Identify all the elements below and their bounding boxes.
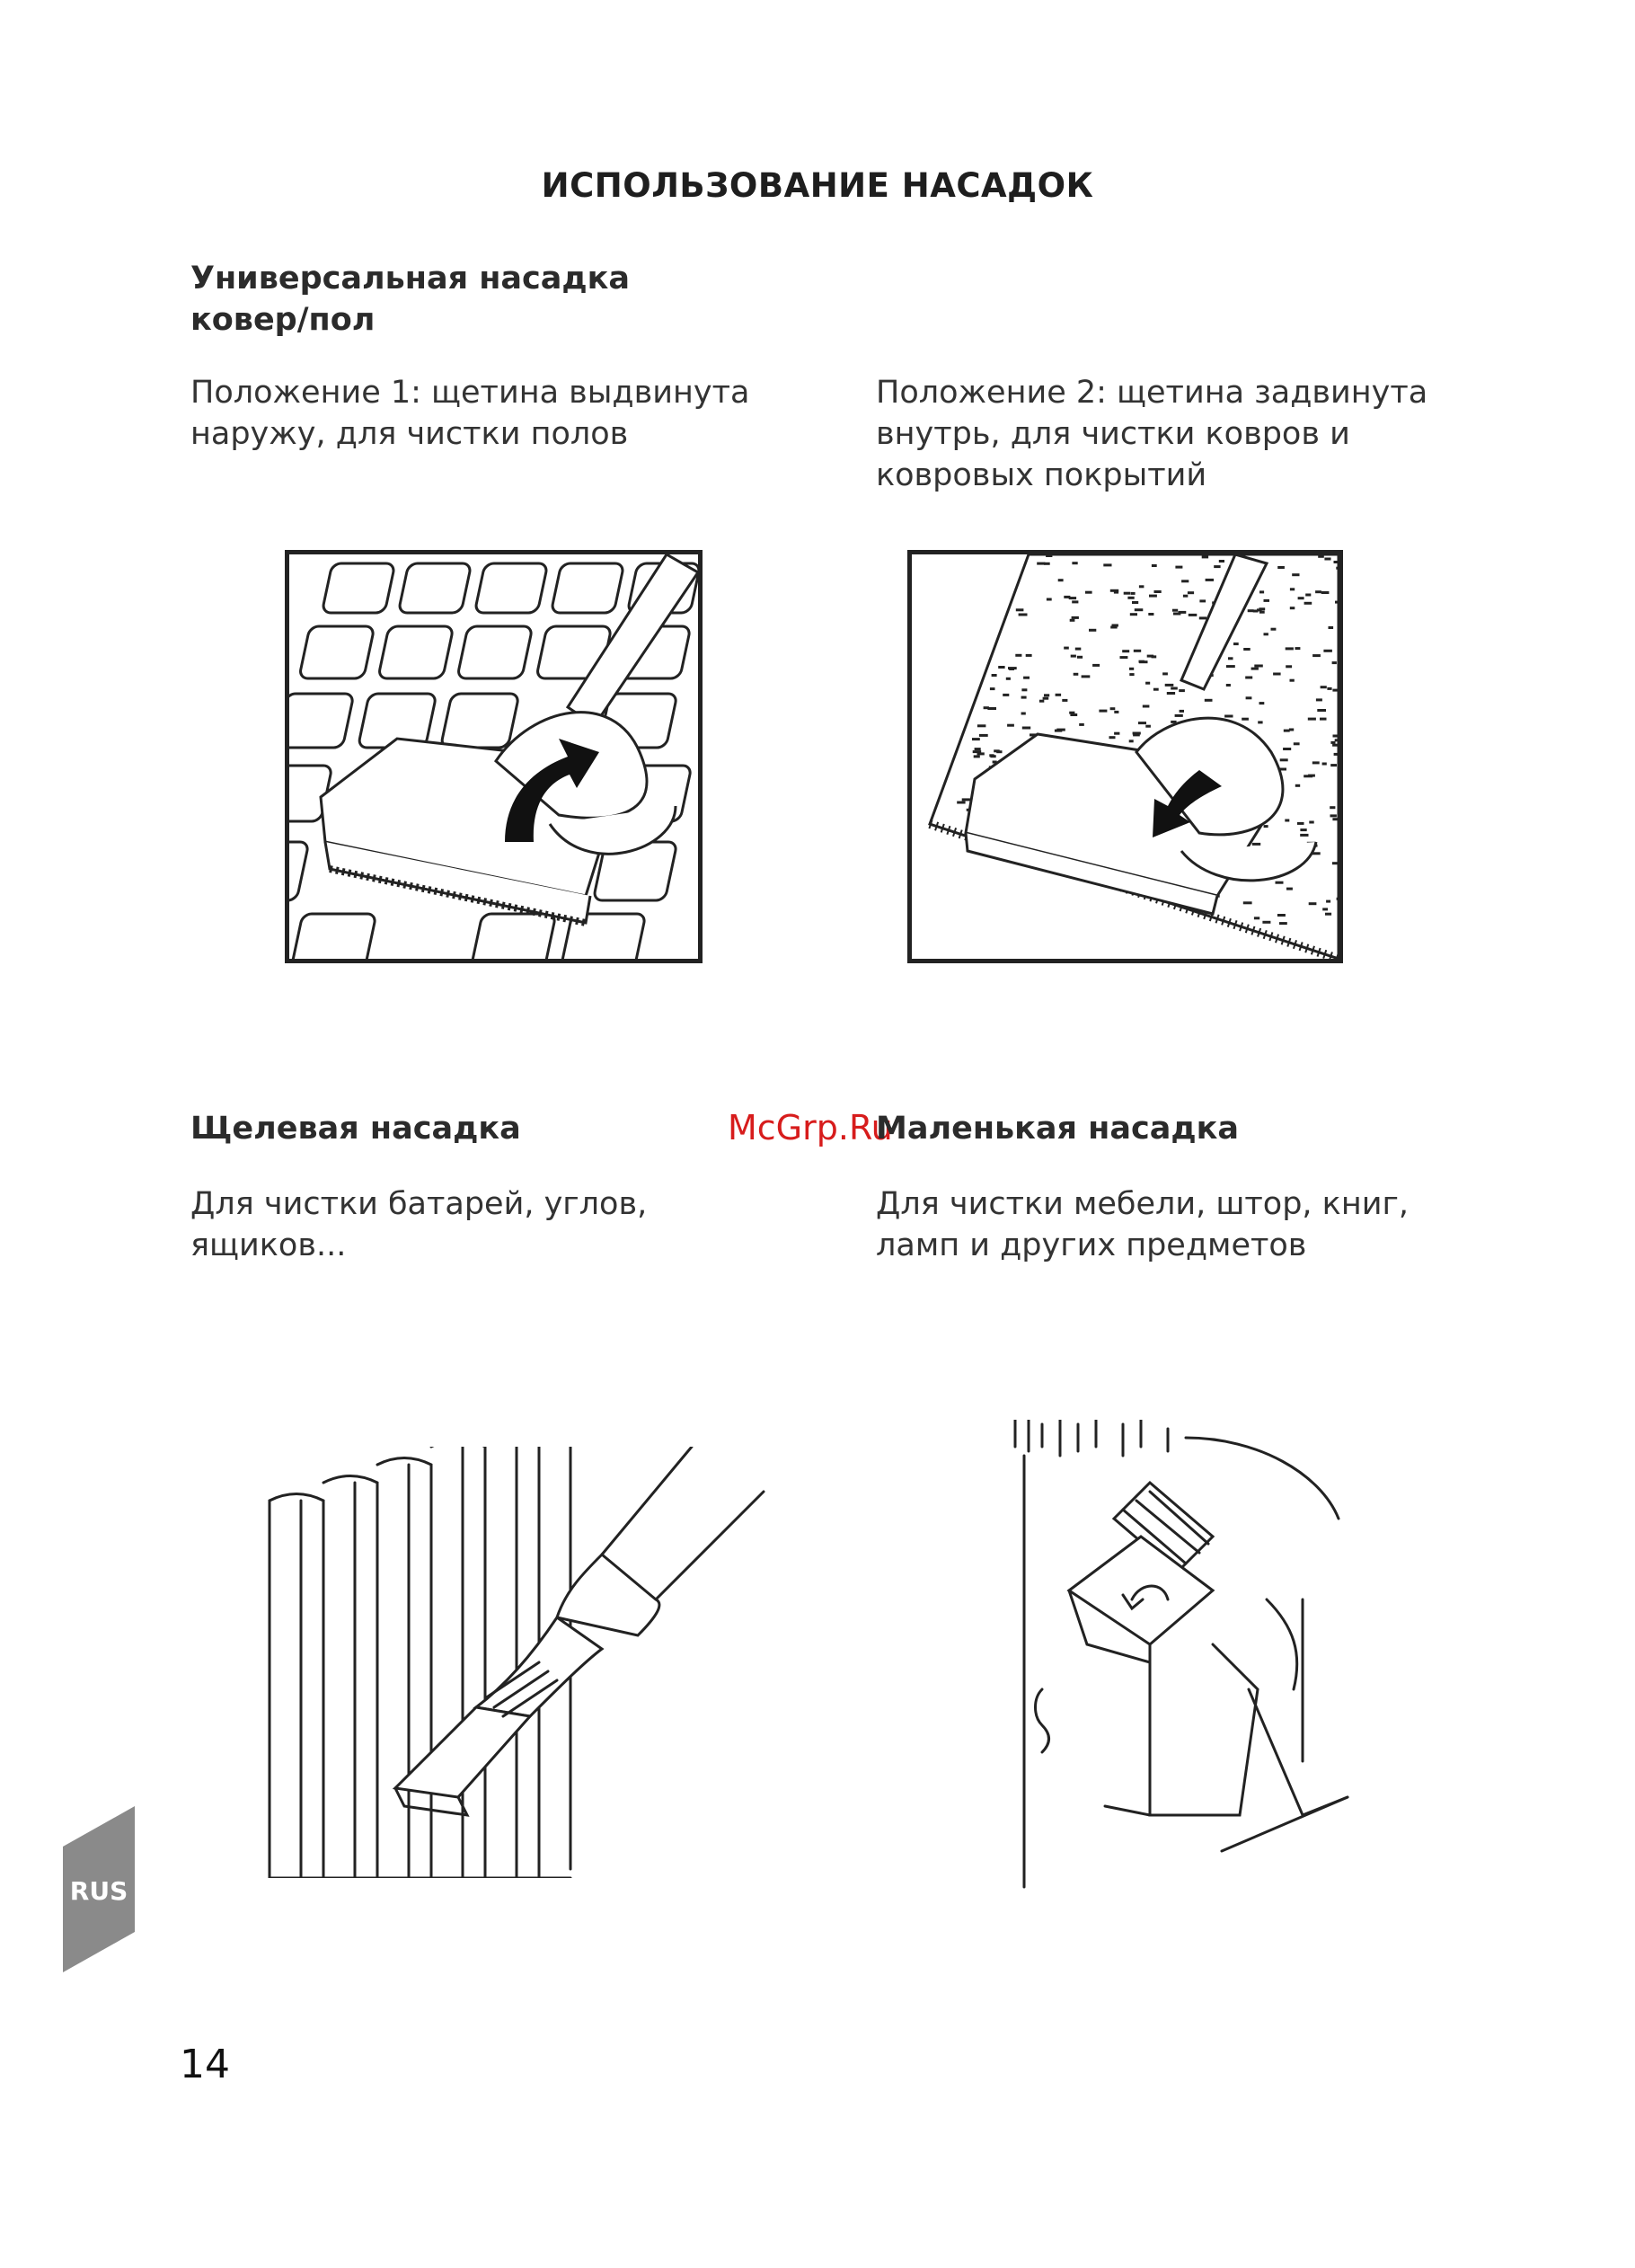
carpet-speck [1148, 613, 1153, 616]
carpet-speck [1334, 561, 1339, 563]
carpet-speck [1304, 602, 1312, 605]
carpet-speck [1062, 699, 1067, 702]
radiator-crevice-illustration [261, 1447, 782, 1878]
carpet-speck [1199, 599, 1206, 602]
carpet-speck [1129, 740, 1134, 742]
carpet-speck [1294, 742, 1300, 745]
carpet-speck [1131, 592, 1136, 595]
carpet-speck [1109, 736, 1116, 739]
radiator-icon [261, 1447, 782, 1878]
carpet-speck [1300, 828, 1306, 831]
heading-line: ковер/пол [190, 302, 376, 338]
carpet-speck [984, 706, 989, 709]
carpet-speck [1308, 718, 1316, 721]
carpet-speck [1329, 626, 1334, 629]
carpet-speck [1047, 598, 1052, 601]
carpet-speck [1022, 727, 1030, 730]
carpet-speck [1332, 689, 1339, 692]
carpet-speck [1188, 591, 1194, 594]
small-nozzle-heading: Маленькая насадка [876, 1111, 1239, 1147]
carpet-speck [1325, 913, 1331, 916]
carpet-speck [1021, 713, 1026, 715]
carpet-speck [1224, 715, 1233, 718]
carpet-speck [1206, 579, 1214, 581]
carpet-speck [1099, 710, 1107, 713]
carpet-speck [1326, 900, 1330, 903]
carpet-speck [1264, 825, 1268, 828]
carpet-speck [1337, 898, 1339, 900]
carpet-speck [1322, 763, 1327, 766]
carpet-speck [972, 738, 980, 740]
carpet-speck [1110, 707, 1116, 710]
carpet-speck [1254, 917, 1259, 919]
carpet-speck [977, 724, 986, 727]
carpet-speck [1089, 629, 1096, 632]
carpet-speck [1248, 609, 1254, 612]
carpet-speck [1300, 834, 1308, 837]
brush-icon [1006, 1420, 1365, 1923]
carpet-speck [1179, 689, 1185, 692]
carpet-speck [1332, 818, 1339, 820]
carpet-speck [1110, 626, 1117, 629]
carpet-speck [1284, 730, 1290, 732]
carpet-speck [1103, 563, 1111, 566]
carpet-speck [1179, 611, 1187, 614]
carpet-speck [1071, 655, 1076, 658]
carpet-speck [1044, 694, 1049, 696]
carpet-speck [1262, 921, 1270, 924]
carpet-speck [1082, 675, 1091, 678]
carpet-speck [974, 755, 980, 757]
carpet-speck [1297, 822, 1304, 825]
carpet-speck [1264, 599, 1270, 602]
furniture-brush-illustration [1006, 1420, 1365, 1923]
carpet-speck [1139, 660, 1144, 663]
carpet-speck [975, 748, 981, 750]
carpet-speck [1279, 922, 1287, 925]
carpet-speck [1023, 677, 1030, 679]
carpet-speck [1259, 611, 1265, 614]
carpet-speck [1233, 642, 1239, 645]
floor-nozzle-illustration [285, 550, 703, 963]
carpet-speck [1252, 843, 1260, 846]
page-title: ИСПОЛЬЗОВАНИЕ НАСАДОК [541, 166, 1094, 205]
position1-text [190, 372, 749, 455]
carpet-speck [1021, 696, 1027, 699]
carpet-speck [1330, 806, 1335, 809]
carpet-speck [1308, 775, 1315, 777]
carpet-speck [1070, 713, 1077, 716]
carpet-speck [1320, 718, 1327, 721]
carpet-speck [1072, 616, 1079, 619]
carpet-speck [1312, 761, 1320, 764]
carpet-speck [1318, 555, 1324, 558]
text-line: Для чистки батарей, углов, [190, 1186, 648, 1222]
carpet-speck [1085, 591, 1092, 594]
carpet-speck [1273, 673, 1281, 676]
carpet-speck [1295, 784, 1300, 787]
carpet-speck [1162, 672, 1168, 675]
carpet-speck [1312, 654, 1321, 657]
carpet-speck [1171, 687, 1178, 690]
carpet-speck [1043, 697, 1049, 700]
carpet-speck [1332, 661, 1337, 664]
carpet-speck [1321, 686, 1327, 688]
carpet-speck [1228, 657, 1233, 660]
carpet-speck [1172, 609, 1178, 612]
carpet-speck [1183, 595, 1188, 598]
language-tab [63, 1806, 135, 1972]
carpet-speck [1283, 748, 1291, 750]
carpet-speck [1039, 700, 1044, 703]
carpet-speck [1008, 667, 1017, 669]
carpet-speck [1324, 558, 1330, 561]
carpet-speck [1120, 656, 1128, 659]
carpet-speck [1271, 628, 1277, 631]
carpet-speck [1251, 668, 1259, 670]
carpet-speck [1189, 614, 1198, 616]
carpet-speck [1180, 710, 1184, 713]
carpet-speck [1243, 648, 1251, 651]
carpet-speck [1246, 696, 1252, 699]
small-nozzle-text [876, 1183, 1409, 1266]
carpet-speck [1335, 601, 1339, 604]
carpet-speck [1199, 616, 1206, 619]
position2-text [876, 372, 1427, 496]
carpet-speck [992, 674, 997, 677]
carpet-speck [1072, 562, 1077, 564]
language-tab-label: RUS [69, 1876, 128, 1906]
carpet-speck [1330, 741, 1335, 744]
carpet-speck [1330, 814, 1337, 817]
carpet-speck [1259, 607, 1265, 610]
carpet-speck [1006, 678, 1011, 680]
carpet-speck [1058, 579, 1064, 581]
text-line: Для чистки мебели, штор, книг, [876, 1186, 1409, 1222]
carpet-speck [1295, 647, 1301, 650]
carpet-speck [1064, 647, 1069, 650]
carpet-speck [1305, 594, 1311, 597]
carpet-speck [1336, 567, 1339, 570]
carpet-speck [1285, 819, 1289, 822]
carpet-speck [1145, 725, 1151, 728]
carpet-speck [1335, 739, 1339, 741]
carpet-speck [1129, 673, 1134, 676]
carpet-speck [1092, 664, 1100, 667]
carpet-speck [1135, 608, 1144, 611]
carpet-speck [979, 734, 988, 737]
text-line: Положение 1: щетина выдвинута [190, 375, 750, 411]
carpet-speck [1124, 592, 1131, 595]
carpet-speck [1175, 714, 1183, 717]
carpet-speck [977, 752, 985, 755]
text-line: ящиков... [190, 1227, 347, 1263]
carpet-speck [1309, 902, 1317, 905]
carpet-speck [1139, 585, 1144, 588]
carpet-speck [1292, 573, 1299, 576]
carpet-speck [1286, 647, 1294, 650]
carpet-speck [1003, 694, 1009, 696]
carpet-speck [1145, 682, 1150, 685]
carpet-speck [1046, 554, 1052, 557]
carpet-speck [1334, 753, 1339, 756]
carpet-speck [1110, 589, 1118, 592]
carpet-speck [1122, 650, 1129, 652]
carpet-speck [1298, 597, 1304, 599]
carpet-speck [1259, 702, 1265, 704]
carpet-speck [1322, 908, 1328, 910]
carpet-nozzle-illustration [907, 550, 1343, 963]
carpet-speck [1016, 608, 1024, 611]
carpet-speck [1114, 711, 1118, 713]
carpet-speck [1072, 600, 1078, 603]
carpet-speck [1333, 735, 1339, 738]
carpet-speck [1175, 566, 1182, 569]
carpet-speck [1286, 665, 1292, 668]
carpet-speck [1074, 673, 1079, 676]
carpet-speck [1254, 665, 1263, 668]
carpet-speck [1327, 687, 1331, 690]
carpet-speck [1332, 744, 1339, 747]
carpet-speck [1079, 723, 1084, 726]
carpet-speck [1075, 648, 1082, 651]
carpet-speck [1015, 654, 1021, 657]
carpet-speck [1315, 590, 1321, 593]
carpet-speck [1290, 607, 1295, 609]
carpet-speck [1330, 764, 1337, 766]
carpet-speck [994, 749, 1000, 752]
carpet-speck [1280, 758, 1288, 761]
carpet-speck [1127, 597, 1134, 599]
text-line: Положение 2: щетина задвинута [876, 375, 1428, 411]
carpet-speck [1226, 684, 1231, 687]
carpet-speck [1258, 721, 1262, 723]
universal-nozzle-heading [190, 258, 630, 341]
carpet-speck [1021, 688, 1027, 691]
carpet-speck [1129, 668, 1134, 670]
carpet-speck [1069, 597, 1076, 599]
carpet-speck [1286, 888, 1293, 890]
carpet-speck [1290, 588, 1295, 590]
carpet-speck [1181, 580, 1189, 582]
carpet-speck [998, 666, 1004, 669]
carpet-speck [1321, 591, 1330, 594]
carpet-speck [962, 798, 970, 801]
carpet-speck [1202, 555, 1208, 558]
carpet-speck [1264, 633, 1268, 635]
carpet-speck [1134, 650, 1141, 652]
carpet-speck [1114, 732, 1119, 735]
text-line: ковровых покрытий [876, 457, 1207, 493]
carpet-speck [1214, 565, 1220, 568]
carpet-speck [1130, 613, 1137, 616]
text-line: наружу, для чистки полов [190, 416, 629, 452]
text-line: ламп и других предметов [876, 1227, 1307, 1263]
carpet-speck [1277, 914, 1286, 917]
carpet-speck [1026, 654, 1032, 657]
heading-line: Универсальная насадка [190, 261, 631, 297]
carpet-speck [1138, 722, 1146, 724]
carpet-speck [1309, 821, 1313, 824]
carpet-speck [1245, 677, 1252, 679]
carpet-speck [1332, 862, 1338, 864]
carpet-speck [1277, 566, 1285, 569]
carpet-speck [1133, 733, 1140, 736]
carpet-speck [1259, 590, 1264, 593]
carpet-speck [1226, 665, 1235, 668]
carpet-speck [1276, 882, 1284, 884]
carpet-speck [1056, 694, 1062, 696]
carpet-speck [1242, 718, 1249, 721]
carpet-speck [1132, 601, 1138, 604]
crevice-text [190, 1183, 647, 1266]
carpet-speck [990, 755, 995, 757]
crevice-nozzle-heading: Щелевая насадка [190, 1111, 521, 1147]
carpet-speck [1152, 655, 1157, 658]
carpet-speck [1070, 619, 1075, 622]
carpet-speck [1007, 724, 1014, 727]
carpet-speck [1143, 705, 1150, 708]
carpet-speck [1154, 590, 1162, 593]
carpet-speck [1205, 699, 1213, 702]
carpet-speck [1219, 560, 1224, 563]
carpet-speck [1152, 564, 1157, 567]
carpet-speck [1056, 729, 1065, 731]
carpet-icon [912, 554, 1339, 959]
carpet-speck [1316, 698, 1322, 701]
text-line: внутрь, для чистки ковров и [876, 416, 1350, 452]
page-number: 14 [180, 2042, 230, 2087]
carpet-speck [1153, 688, 1159, 691]
carpet-speck [1167, 692, 1175, 695]
carpet-speck [1317, 709, 1326, 712]
carpet-speck [957, 802, 965, 804]
carpet-speck [1019, 614, 1028, 616]
carpet-speck [1165, 684, 1174, 687]
carpet-speck [1290, 679, 1295, 682]
carpet-speck [1077, 656, 1083, 659]
carpet-speck [1243, 901, 1252, 904]
floor-icon [289, 554, 698, 959]
carpet-speck [1037, 563, 1045, 565]
carpet-speck [1149, 595, 1157, 598]
carpet-speck [990, 687, 995, 690]
watermark: McGrp.Ru [728, 1108, 893, 1147]
carpet-speck [1323, 650, 1332, 652]
